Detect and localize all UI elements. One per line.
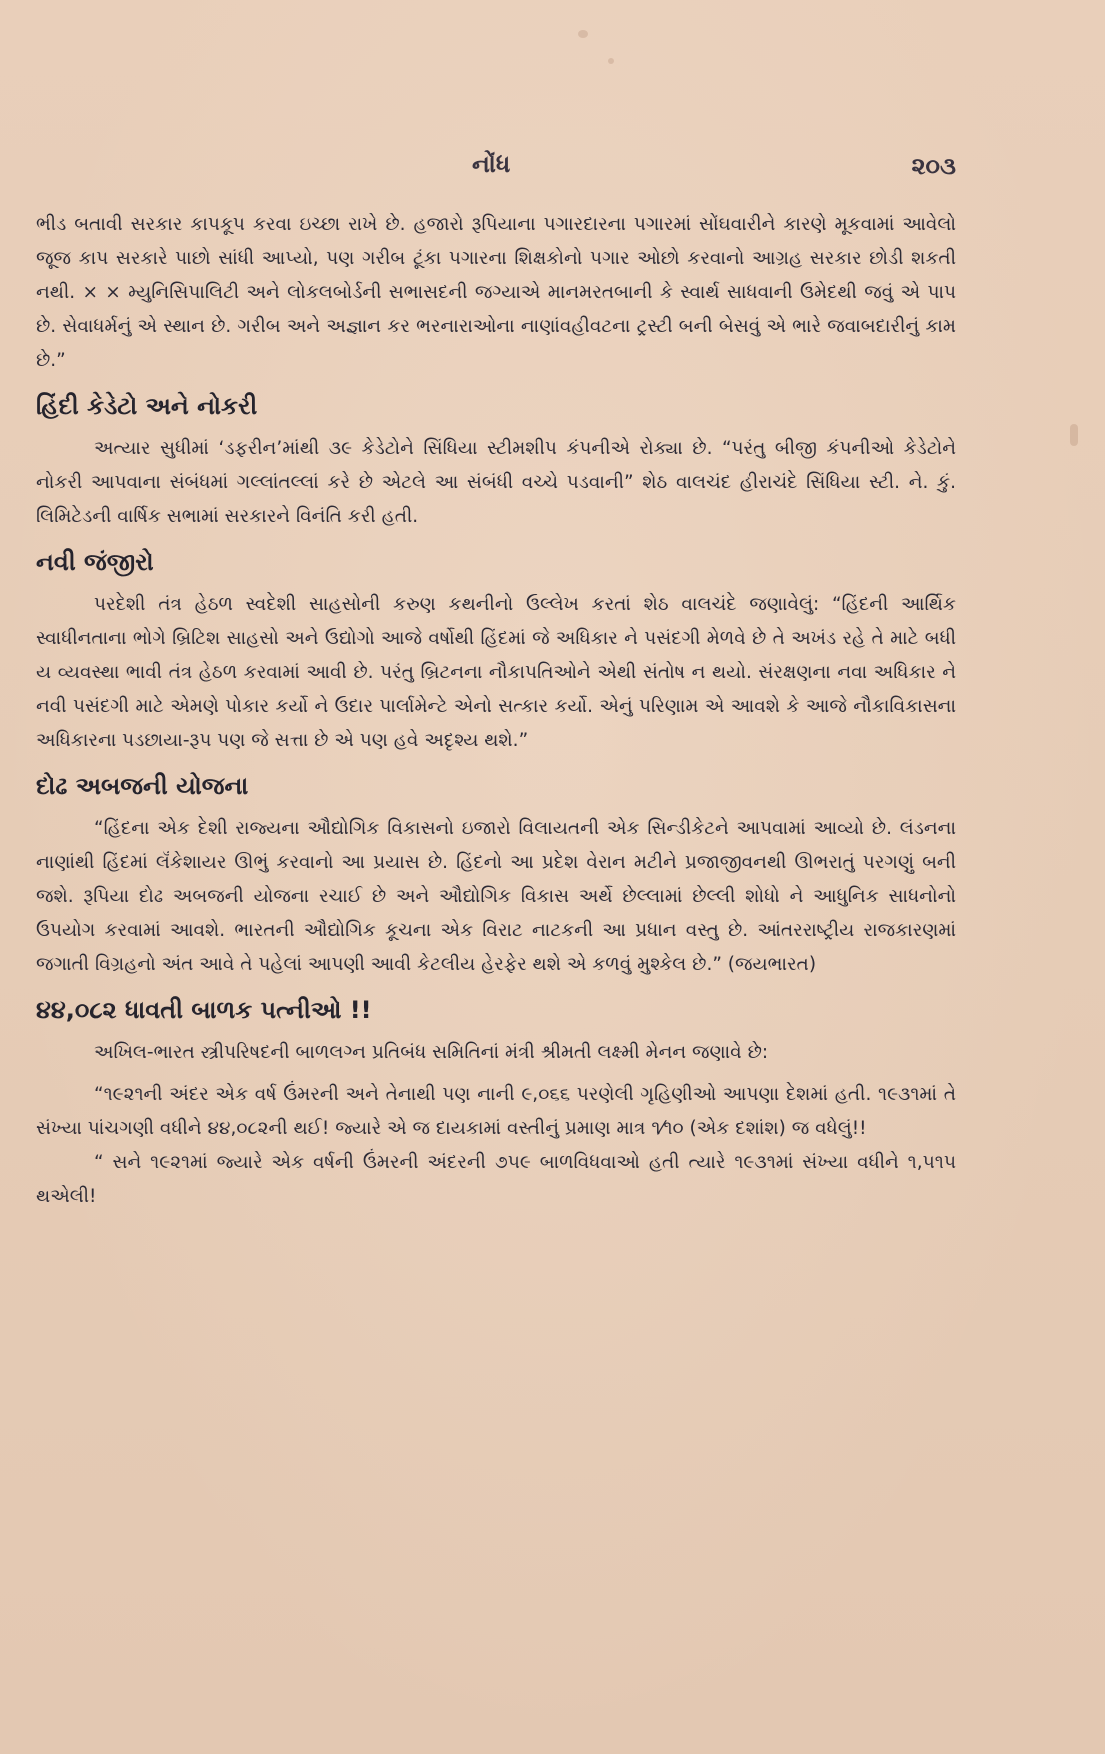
- paper-stain: [608, 58, 614, 64]
- paragraph-child-wives-intro: અખિલ-ભારત સ્ત્રીપરિષદની બાળલગ્ન પ્રતિબંધ સમિતિનાં મંત્રી શ્રીમતી લક્ષ્મી મેનન જણાવે છે:: [94, 1042, 769, 1063]
- page-body: [36, 208, 956, 1214]
- section-heading-one-and-half-billion-plan: દોઢ અબજની યોજના: [36, 772, 249, 800]
- paragraph-new-chains: પરદેશી તંત્ર હેઠળ સ્વદેશી સાહસોની કરુણ કથનીનો ઉલ્લેખ કરતાં શેઠ વાલચંદે જણાવેલું: “હિંદની આર્થિક સ્વાધીનતાના ભોગે બ્રિટિશ સાહસો અને ઉદ્યોગો આજે વર્ષોથી હિંદમાં જે અધિકાર ને પસંદગી મેળવે છે તે અખંડ રહે તે માટે બધી ય વ્યવસ્થા ભાવી તંત્ર હેઠળ કરવામાં આવી છે. પરંતુ બ્રિટનના નૌકાપતિઓને એથી સંતોષ ન થયો. સંરક્ષણના નવા અધિકાર ને નવી પસંદગી માટે એમણે પોકાર કર્યો ને ઉદાર પાર્લામેન્ટે એનો સત્કાર કર્યો. એનું પરિણામ એ આવશે કે આજે નૌકાવિકાસના અધિકારના પડછાયા-રૂપ પણ જે સત્તા છે એ પણ હવે અદૃશ્ય થશે.”: [36, 594, 956, 751]
- paper-stain: [578, 30, 588, 38]
- section-heading-new-chains: નવી જંજીરો: [36, 548, 154, 576]
- paragraph-plan: “હિંદના એક દેશી રાજ્યના ઔદ્યોગિક વિકાસનો ઇજારો વિલાયતની એક સિન્ડીકેટને આપવામાં આવ્યો છે. લંડનના નાણાંથી હિંદમાં લૅંકેશાયર ઊભું કરવાનો આ પ્રયાસ છે. હિંદનો આ પ્રદેશ વેરાન મટીને પ્રજાજીવનથી ઊભરાતું પરગણું બની જશે. રૂપિયા દોઢ અબજની યોજના રચાઈ છે અને ઔદ્યોગિક વિકાસ અર્થે છેલ્લામાં છેલ્લી શોધો ને આધુનિક સાધનોનો ઉપયોગ કરવામાં આવશે. ભારતની ઔદ્યોગિક કૂચના એક વિરાટ નાટકની આ પ્રધાન વસ્તુ છે. આંતરરાષ્ટ્રીય રાજકારણમાં જગાતી વિગ્રહનો અંત આવે તે પહેલાં આપણી આવી કેટલીય હેરફેર થશે એ કળવું મુશ્કેલ છે.” (જયભારત): [36, 818, 956, 975]
- section-heading-indian-cadets: હિંદી કેડેટો અને નોકરી: [36, 392, 258, 420]
- page-number: ૨૦૩: [911, 152, 956, 180]
- paragraph-continued-quote: ભીડ બતાવી સરકાર કાપકૂપ કરવા ઇચ્છા રાખે છે. હજારો રૂપિયાના પગારદારના પગારમાં સોંઘવારીને કારણે મૂકવામાં આવેલો જૂજ કાપ સરકારે પાછો સાંધી આપ્યો, પણ ગરીબ ટૂંકા પગારના શિક્ષકોનો પગાર ઓછો કરવાનો આગ્રહ સરકાર છોડી શકતી નથી. × × મ્યુનિસિપાલિટી અને લોકલબોર્ડની સભાસદની જગ્યાએ માનમરતબાની કે સ્વાર્થ સાધવાની ઉમેદથી જવું એ પાપ છે. સેવાધર્મનું એ સ્થાન છે. ગરીબ અને અજ્ઞાન કર ભરનારાઓના નાણાંવહીવટના ટ્રસ્ટી બની બેસવું એ ભારે જવાબદારીનું કામ છે.”: [36, 214, 956, 371]
- running-title: નોંધ: [472, 150, 511, 178]
- paragraph-child-wives-quote-2: “ સને ૧૯૨૧માં જ્યારે એક વર્ષની ઉંમરની અંદરની ૭૫૯ બાળવિધવાઓ હતી ત્યારે ૧૯૩૧માં સંખ્યા વધીને ૧,૫૧૫ થએલી!: [36, 1152, 956, 1207]
- section-heading-child-wives: ૪૪,૦૮૨ ધાવતી બાળક પત્નીઓ !!: [36, 996, 372, 1024]
- paragraph-child-wives-quote-1: “૧૯૨૧ની અંદર એક વર્ષ ઉંમરની અને તેનાથી પણ નાની ૯,૦૬૬ પરણેલી ગૃહિણીઓ આપણા દેશમાં હતી. ૧૯૩૧માં તે સંખ્યા પાંચગણી વધીને ૪૪,૦૮૨ની થઈ! જ્યારે એ જ દાયકામાં વસ્તીનું પ્રમાણ માત્ર ૧⁄૧૦ (એક દશાંશ) જ વધેલું!!: [36, 1084, 956, 1139]
- paragraph-cadets: અત્યાર સુધીમાં ‘ડફરીન’માંથી ૩૯ કેડેટોને સિંધિયા સ્ટીમશીપ કંપનીએ રોક્યા છે. “પરંતુ બીજી કંપનીઓ કેડેટોને નોકરી આપવાના સંબંધમાં ગલ્લાંતલ્લાં કરે છે એટલે આ સંબંધી વચ્ચે પડવાની” શેઠ વાલચંદ હીરાચંદે સિંધિયા સ્ટી. ને. કું. લિમિટેડની વાર્ષિક સભામાં સરકારને વિનંતિ કરી હતી.: [36, 438, 956, 527]
- paper-stain: [1070, 424, 1078, 446]
- page-header: [36, 150, 956, 190]
